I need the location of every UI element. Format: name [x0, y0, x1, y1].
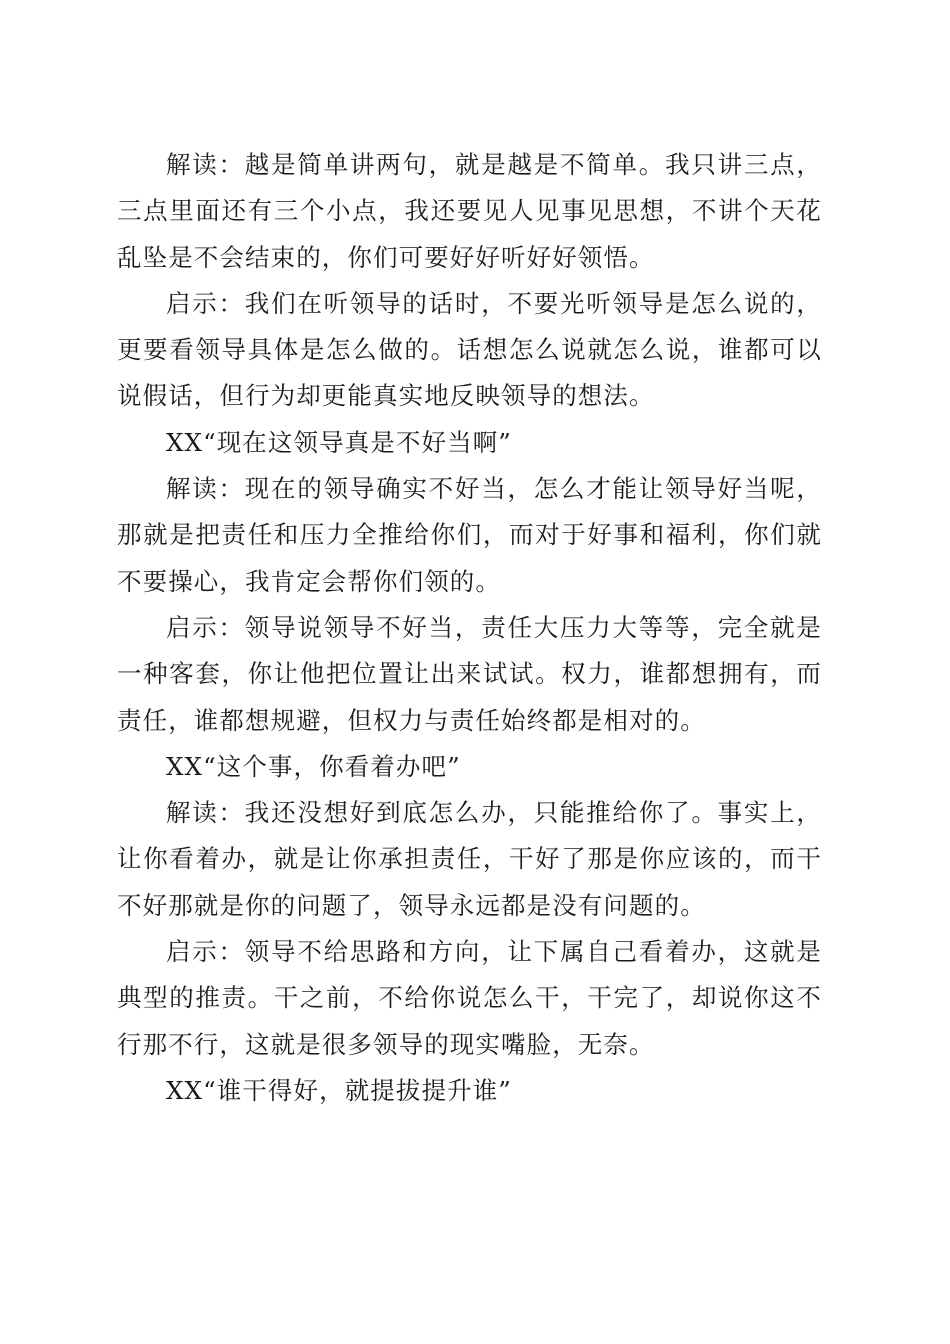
quote-heading-2: XX“现在这领导真是不好当啊” [166, 427, 512, 457]
paragraph-insight-2: 启示：领导说领导不好当，责任大压力大等等，完全就是一种客套，你让他把位置让出来试试。权力，谁都想拥有，而责任，谁都想规避，但权力与责任始终都是相对的。 [117, 612, 822, 735]
paragraph-interpretation-2: 解读：现在的领导确实不好当，怎么才能让领导好当呢，那就是把责任和压力全推给你们，而对于好事和福利，你们就不要操心，我肯定会帮你们领的。 [117, 474, 822, 596]
document-body [117, 142, 822, 1114]
paragraph-insight-3: 启示：领导不给思路和方向，让下属自己看着办，这就是典型的推责。干之前，不给你说怎么干，干完了，却说你这不行那不行，这就是很多领导的现实嘴脸，无奈。 [117, 937, 822, 1059]
paragraph-insight-1: 启示：我们在听领导的话时，不要光听领导是怎么说的，更要看领导具体是怎么做的。话想怎么说就怎么说，谁都可以说假话，但行为却更能真实地反映领导的想法。 [117, 288, 822, 411]
quote-heading-4: XX“谁干得好，就提拔提升谁” [166, 1075, 512, 1105]
paragraph-interpretation-3: 解读：我还没想好到底怎么办，只能推给你了。事实上，让你看着办，就是让你承担责任，干好了那是你应该的，而干不好那就是你的问题了，领导永远都是没有问题的。 [117, 798, 822, 920]
paragraph-interpretation-1: 解读：越是简单讲两句，就是越是不简单。我只讲三点，三点里面还有三个小点，我还要见人见事见思想，不讲个天花乱坠是不会结束的，你们可要好好听好好领悟。 [117, 150, 822, 272]
quote-heading-3: XX“这个事，你看着办吧” [166, 751, 461, 781]
